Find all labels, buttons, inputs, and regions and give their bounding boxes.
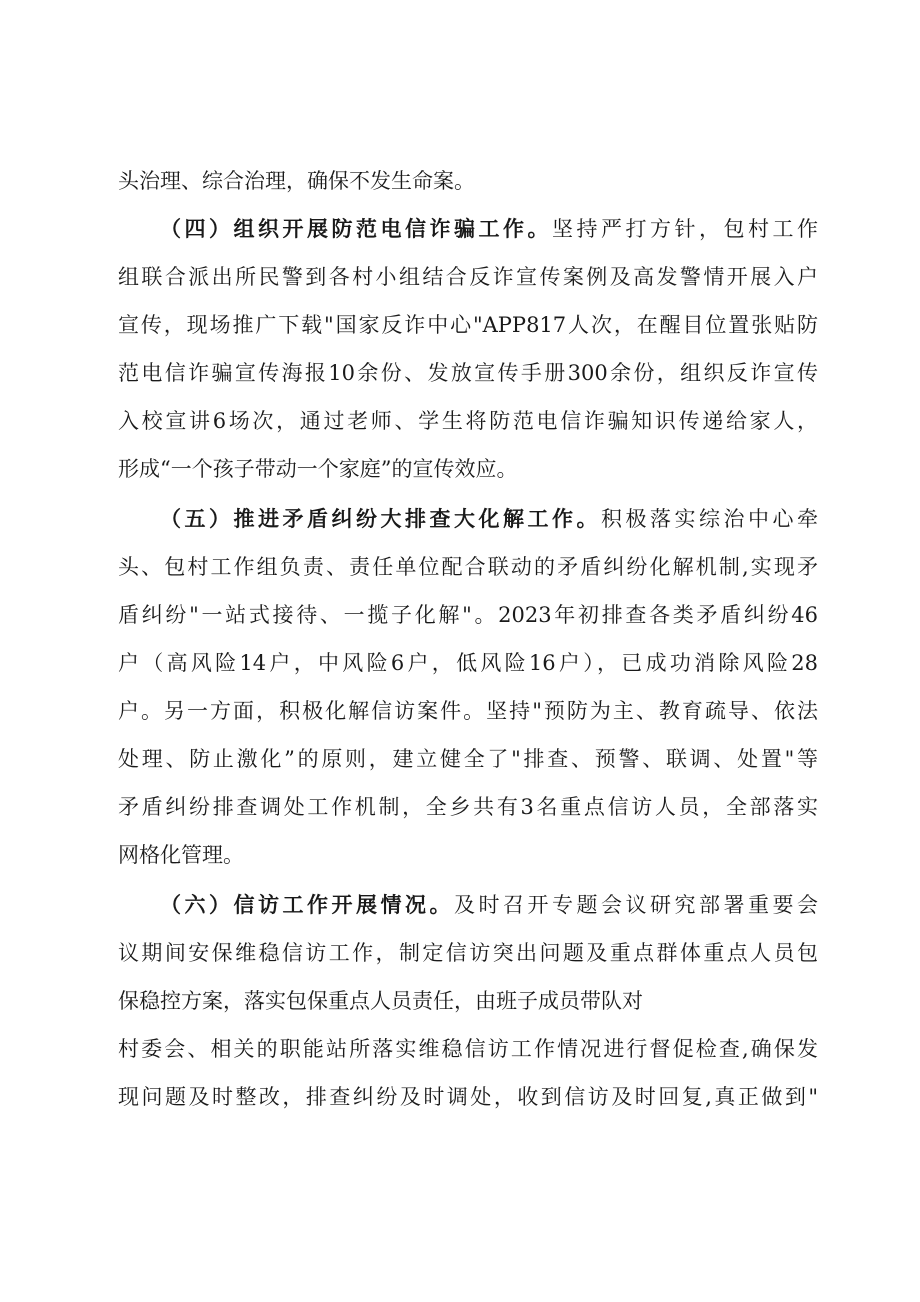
- paragraph-text: 积极落实综治中心牵: [601, 507, 818, 531]
- paragraph-line: 头治理、综合治理，确保不发生命案。: [118, 169, 475, 193]
- paragraph-line: 形成“一个孩子带动一个家庭”的宣传效应。: [118, 457, 518, 481]
- paragraph-line: 网格化管理。: [118, 843, 244, 867]
- paragraph-first-line: [160, 504, 818, 534]
- paragraph-line: 矛盾纠纷排查调处工作机制，全乡共有3名重点信访人员，全部落实: [118, 795, 818, 819]
- paragraph-first-line: [160, 890, 818, 920]
- paragraph-text: 及时召开专题会议研究部署重要会: [454, 893, 818, 917]
- paragraph-line: 现问题及时整改，排查纠纷及时调处，收到信访及时回复,真正做到": [118, 1085, 818, 1109]
- paragraph-line: 议期间安保维稳信访工作，制定信访突出问题及重点群体重点人员包: [118, 941, 818, 965]
- paragraph-first-line: [160, 214, 818, 244]
- paragraph-line: 户。另一方面，积极化解信访案件。坚持"预防为主、教育疏导、依法: [118, 699, 818, 723]
- paragraph-line: 处理、防止激化”的原则，建立健全了"排查、预警、联调、处置"等: [118, 747, 818, 771]
- paragraph-line: 宣传，现场推广下载"国家反诈中心"APP817人次，在醒目位置张贴防: [118, 313, 818, 337]
- paragraph-line: 盾纠纷"一站式接待、一揽子化解"。2023年初排查各类矛盾纠纷46: [118, 603, 818, 627]
- section-heading: （四）组织开展防范电信诈骗工作。: [160, 217, 552, 241]
- section-heading: （五）推进矛盾纠纷大排查大化解工作。: [160, 507, 601, 531]
- paragraph-line: 范电信诈骗宣传海报10余份、发放宣传手册300余份，组织反诈宣传: [118, 361, 818, 385]
- paragraph-line: 户（高风险14户，中风险6户，低风险16户），已成功消除风险28: [118, 651, 818, 675]
- paragraph-line: 村委会、相关的职能站所落实维稳信访工作情况进行督促检查,确保发: [118, 1037, 818, 1061]
- paragraph-line: 保稳控方案，落实包保重点人员责任，由班子成员带队对: [118, 989, 643, 1013]
- section-heading: （六）信访工作开展情况。: [160, 893, 454, 917]
- paragraph-line: 入校宣讲6场次，通过老师、学生将防范电信诈骗知识传递给家人，: [118, 409, 818, 433]
- paragraph-line: 组联合派出所民警到各村小组结合反诈宣传案例及高发警情开展入户: [118, 265, 818, 289]
- paragraph-text: 坚持严打方针，包村工作: [552, 217, 818, 241]
- paragraph-line: 头、包村工作组负责、责任单位配合联动的矛盾纠纷化解机制,实现矛: [118, 555, 818, 579]
